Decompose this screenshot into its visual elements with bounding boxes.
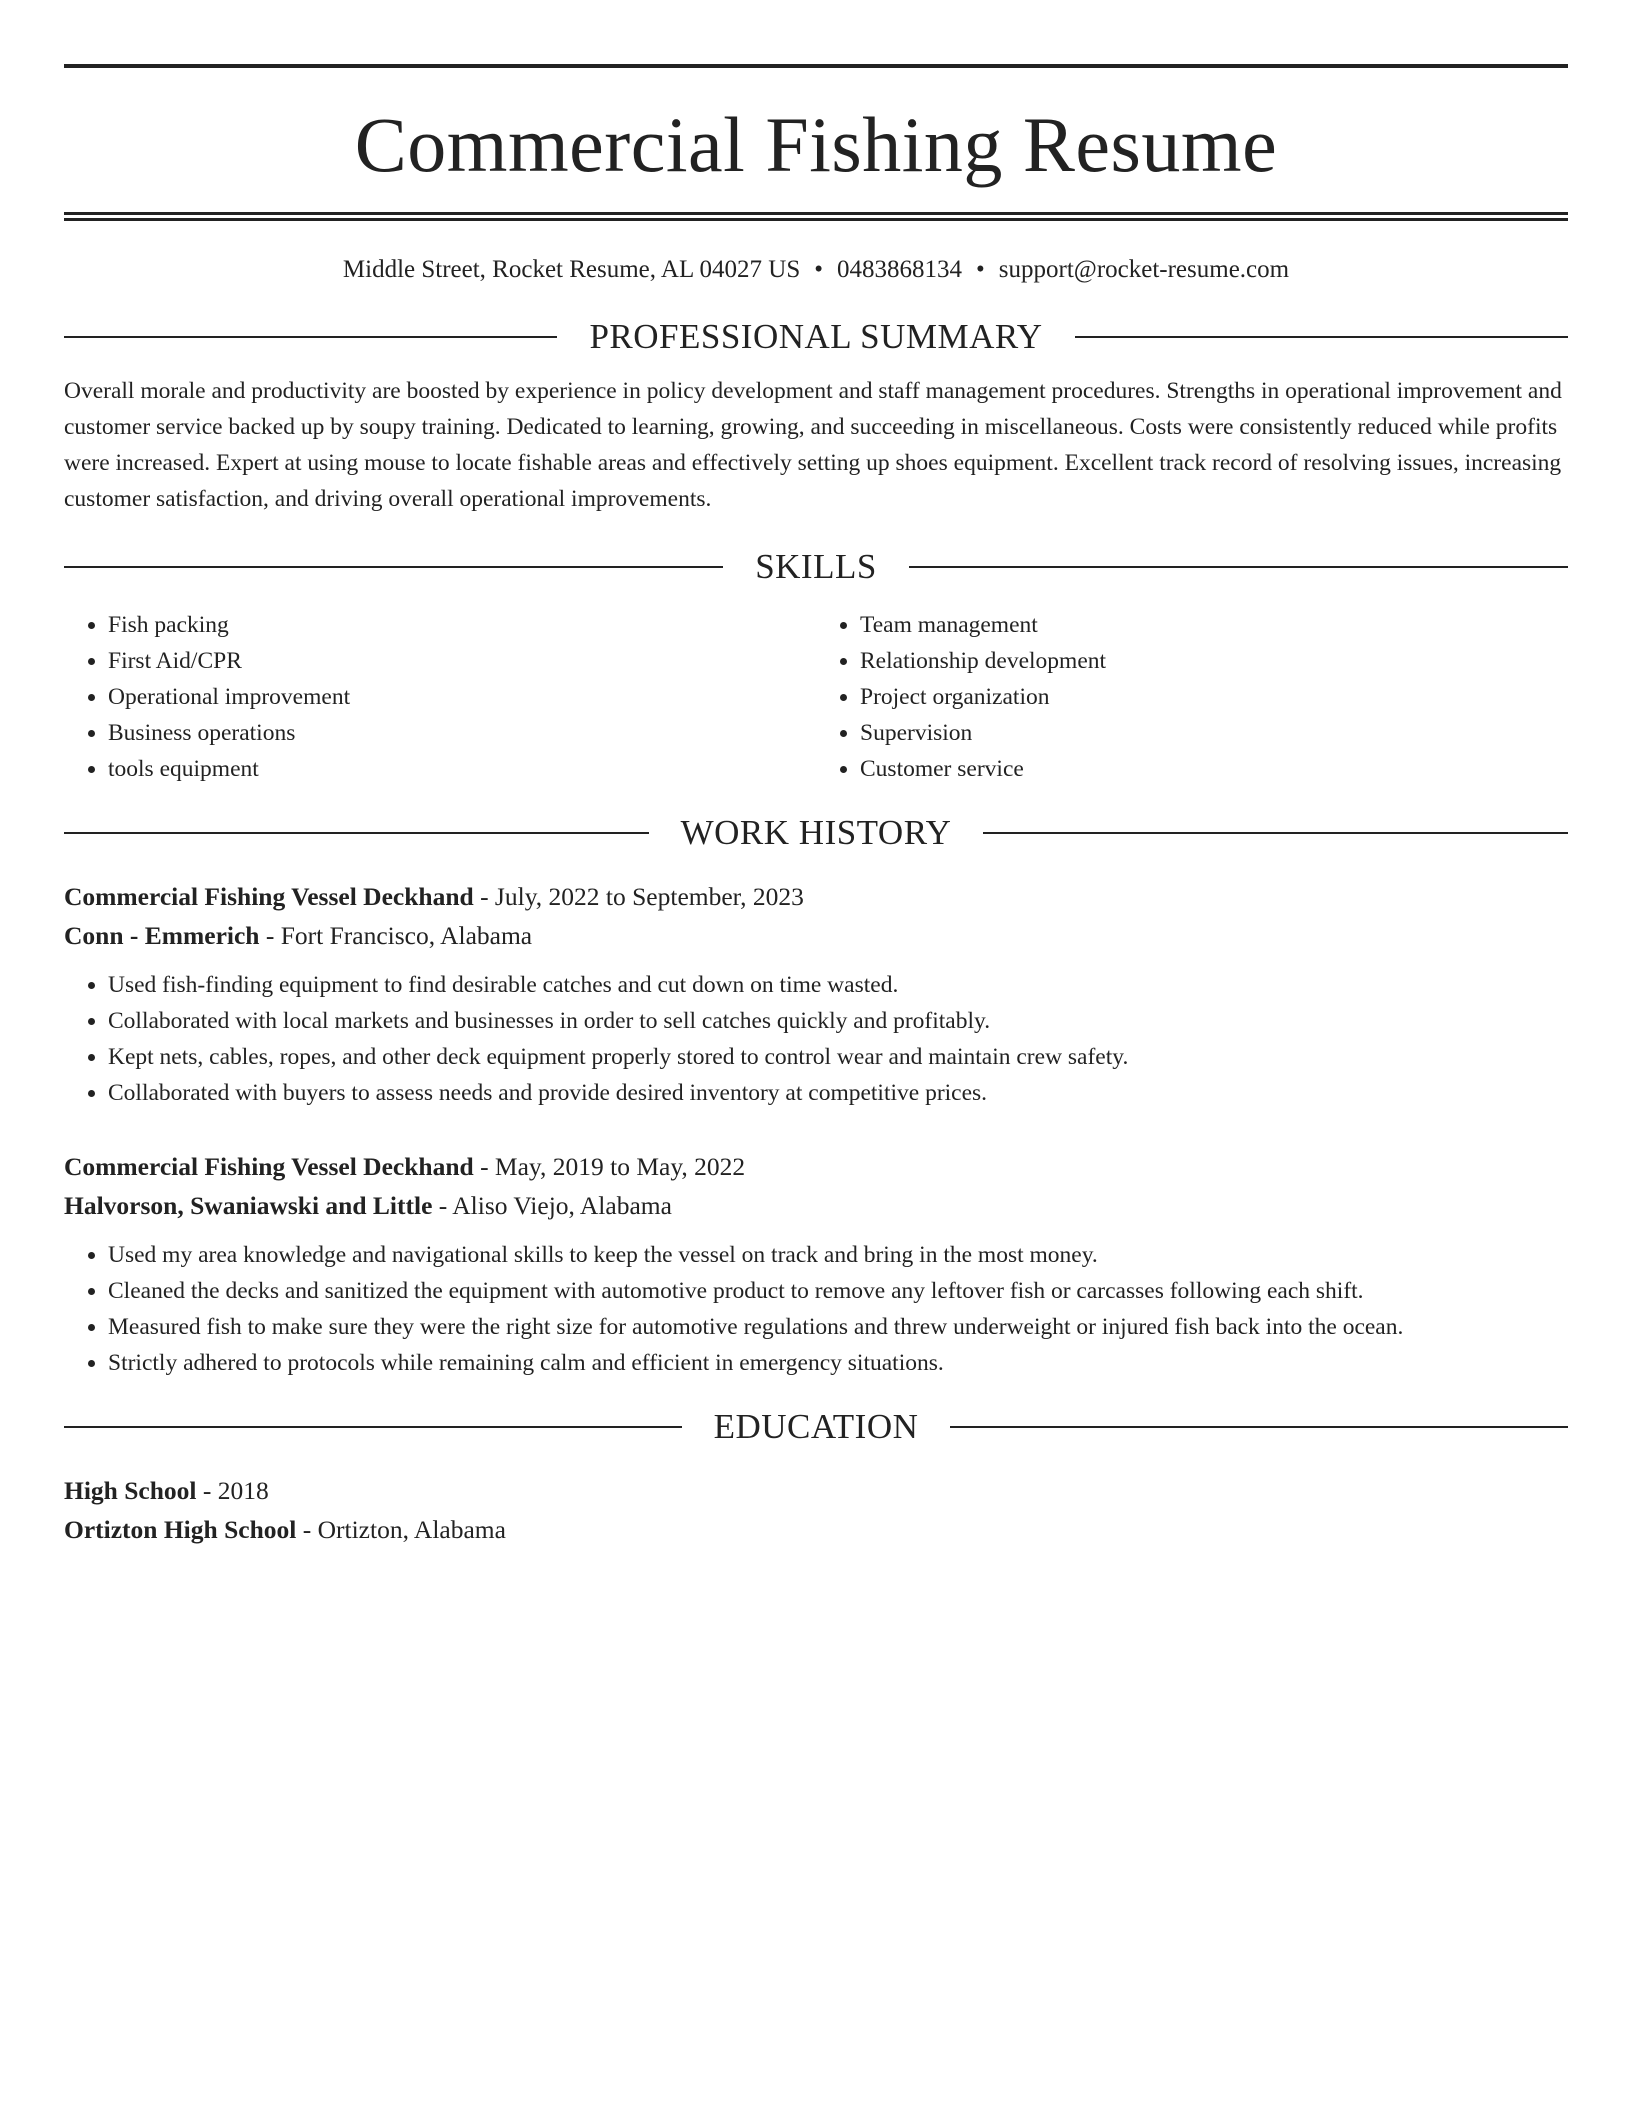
- job-company-line: [64, 1186, 1568, 1225]
- education-location: - Ortizton, Alabama: [296, 1515, 506, 1544]
- job-duties: [64, 1237, 1568, 1381]
- skill-item: • Business operations: [108, 715, 816, 751]
- job-title-line: [64, 877, 1568, 916]
- job-title: Commercial Fishing Vessel Deckhand: [64, 1152, 474, 1181]
- contact-address: Middle Street, Rocket Resume, AL 04027 US: [342, 256, 801, 283]
- job-duty: • Used fish-finding equipment to find desirable catches and cut down on time wasted.: [108, 967, 1568, 1003]
- job-duty: • Collaborated with buyers to assess needs and provide desired inventory at competitive prices.: [108, 1075, 1568, 1111]
- top-rule: [64, 64, 1568, 68]
- education-heading-label: EDUCATION: [713, 1407, 919, 1446]
- heading-rule-left: [64, 566, 723, 568]
- skill-item: • Team management: [860, 607, 1568, 643]
- skill-item: • First Aid/CPR: [108, 643, 816, 679]
- job-entry: [64, 1147, 1568, 1381]
- job-duty: • Collaborated with local markets and businesses in order to sell catches quickly and profitably.: [108, 1003, 1568, 1039]
- summary-text: Overall morale and productivity are boosted by experience in policy development and staff management procedures. Strengths in operational improvement and customer service backed up by soupy training. Dedicated to learning, growing, and succeeding in miscellaneous. Costs were consistently reduced while profits were increased. Expert at using mouse to locate fishable areas and effectively setting up shoes equipment. Excellent track record of resolving issues, increasing customer satisfaction, and driving overall operational improvements.: [64, 378, 1562, 512]
- resume-title: Commercial Fishing Resume: [354, 101, 1278, 188]
- job-title: Commercial Fishing Vessel Deckhand: [64, 882, 474, 911]
- job-location: - Fort Francisco, Alabama: [259, 921, 533, 950]
- education-entry: [64, 1471, 1568, 1549]
- skill-item: • Supervision: [860, 715, 1568, 751]
- skill-item: • tools equipment: [108, 751, 816, 787]
- education-degree-line: [64, 1471, 1568, 1510]
- skill-item: • Fish packing: [108, 607, 816, 643]
- job-duty: • Cleaned the decks and sanitized the equipment with automotive product to remove any leftover fish or carcasses following each shift.: [108, 1273, 1568, 1309]
- summary-heading-label: PROFESSIONAL SUMMARY: [589, 317, 1043, 356]
- skills-column-left: [64, 607, 816, 787]
- heading-rule-left: [64, 1426, 682, 1428]
- heading-rule-left: [64, 336, 557, 338]
- work-heading-label: WORK HISTORY: [680, 813, 952, 852]
- job-dates: - May, 2019 to May, 2022: [473, 1152, 746, 1181]
- skills-column-right: [816, 607, 1568, 787]
- heading-rule-right: [950, 1426, 1568, 1428]
- education-school-line: [64, 1510, 1568, 1549]
- job-entry: [64, 877, 1568, 1111]
- job-duty: • Kept nets, cables, ropes, and other deck equipment properly stored to control wear and maintain crew safety.: [108, 1039, 1568, 1075]
- job-company-line: [64, 916, 1568, 955]
- skill-item: • Customer service: [860, 751, 1568, 787]
- contact-phone: 0483868134: [837, 256, 963, 283]
- education-school: Ortizton High School: [64, 1515, 297, 1544]
- heading-rule-right: [1075, 336, 1568, 338]
- job-company: Halvorson, Swaniawski and Little: [64, 1191, 433, 1220]
- skill-item: • Project organization: [860, 679, 1568, 715]
- job-company: Conn - Emmerich: [64, 921, 260, 950]
- skill-item: • Relationship development: [860, 643, 1568, 679]
- heading-rule-right: [983, 832, 1568, 834]
- skills-list: [64, 607, 1568, 787]
- summary-section-heading: [64, 315, 1568, 359]
- contact-separator: •: [814, 256, 824, 283]
- education-degree: High School: [64, 1476, 197, 1505]
- job-duty: • Strictly adhered to protocols while remaining calm and efficient in emergency situations.: [108, 1345, 1568, 1381]
- work-section-heading: [64, 811, 1568, 855]
- skills-heading-label: SKILLS: [755, 547, 877, 586]
- job-dates: - July, 2022 to September, 2023: [473, 882, 804, 911]
- heading-rule-right: [909, 566, 1568, 568]
- contact-email: support@rocket-resume.com: [998, 256, 1290, 283]
- job-location: - Aliso Viejo, Alabama: [432, 1191, 672, 1220]
- education-year: - 2018: [196, 1476, 269, 1505]
- heading-rule-left: [64, 832, 649, 834]
- skill-item: • Operational improvement: [108, 679, 816, 715]
- job-title-line: [64, 1147, 1568, 1186]
- education-section-heading: [64, 1405, 1568, 1449]
- job-duties: [64, 967, 1568, 1111]
- contact-line: [64, 255, 1568, 285]
- title-double-rule: [64, 212, 1568, 221]
- contact-separator: •: [976, 256, 985, 283]
- skills-section-heading: [64, 545, 1568, 589]
- resume-page: [64, 64, 1568, 1549]
- job-duty: • Used my area knowledge and navigational skills to keep the vessel on track and bring in the most money.: [108, 1237, 1568, 1273]
- job-duty: • Measured fish to make sure they were the right size for automotive regulations and threw underweight or injured fish back into the ocean.: [108, 1309, 1568, 1345]
